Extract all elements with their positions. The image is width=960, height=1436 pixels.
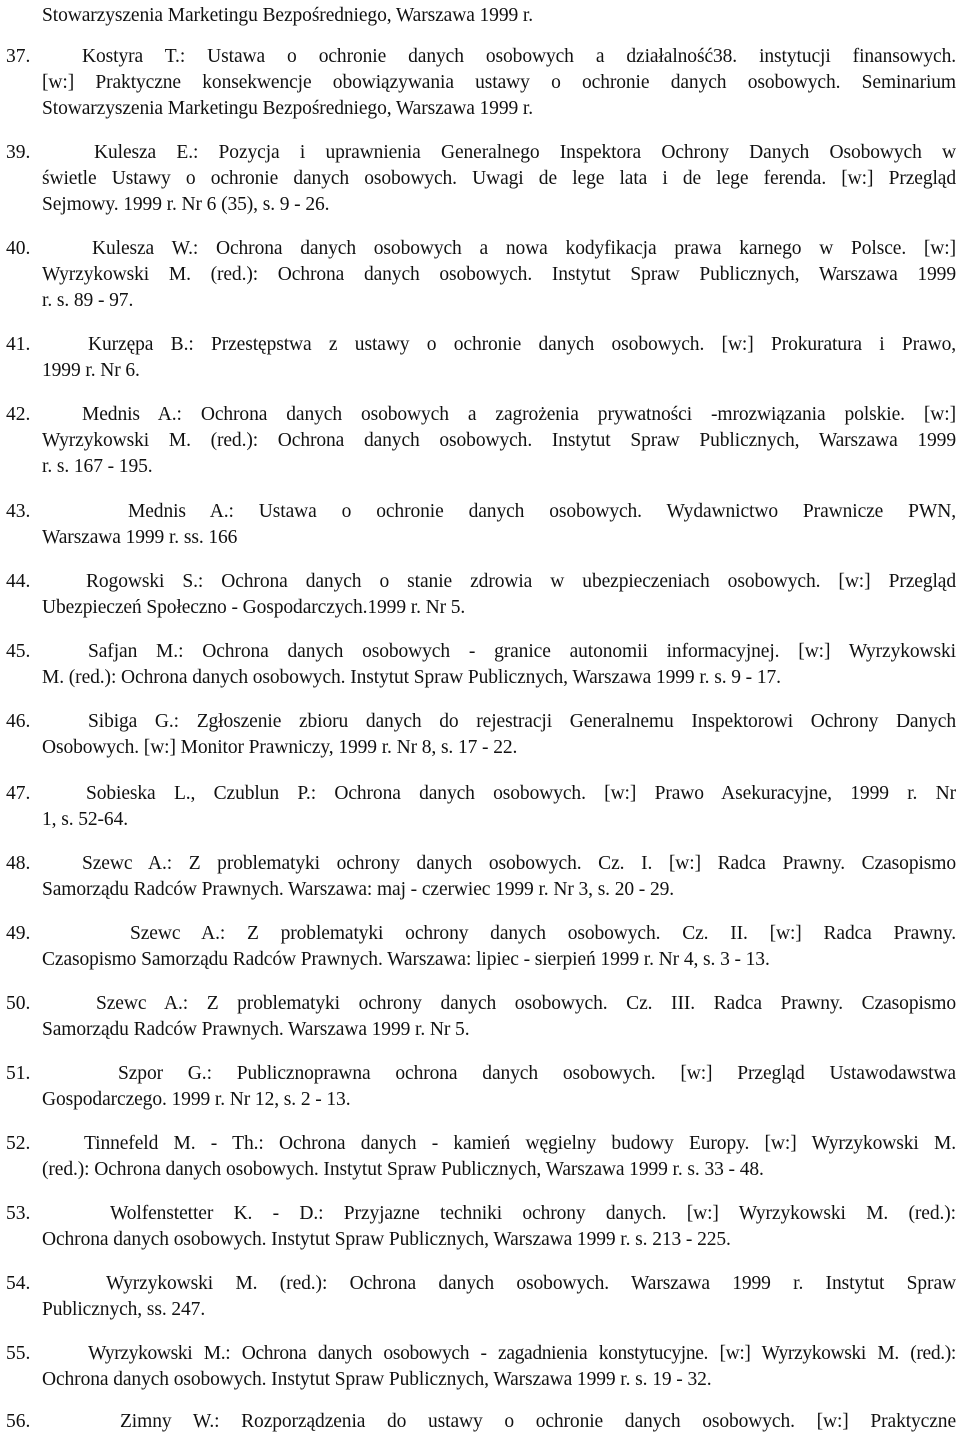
entry-line: Tinnefeld M. - Th.: Ochrona danych - kamień węgielny budowy Europy. [w:] Wyrzykowski M. [84, 1133, 956, 1154]
entry-number: 37. [6, 46, 31, 67]
entry-line: Czasopismo Samorządu Radców Prawnych. Warszawa: lipiec - sierpień 1999 r. Nr 4, s. 3 - 13. [42, 949, 770, 970]
entry-line: Samorządu Radców Prawnych. Warszawa 1999 r. Nr 5. [42, 1019, 470, 1040]
entry-line: Wolfenstetter K. - D.: Przyjazne techniki ochrony danych. [w:] Wyrzykowski M. (red.): [110, 1203, 956, 1224]
entry-line: Mednis A.: Ochrona danych osobowych a zagrożenia prywatności -mrozwiązania polskie. [w:] [82, 404, 956, 425]
entry-line: Sejmowy. 1999 r. Nr 6 (35), s. 9 - 26. [42, 194, 330, 215]
entry-line: świetle Ustawy o ochronie danych osobowych. Uwagi de lege lata i de lege ferenda. [w:] Przegląd [42, 168, 956, 189]
entry-number: 51. [6, 1063, 31, 1084]
entry-number: 52. [6, 1133, 31, 1154]
entry-number: 40. [6, 238, 31, 259]
entry-line: Kulesza W.: Ochrona danych osobowych a nowa kodyfikacja prawa karnego w Polsce. [w:] [92, 238, 956, 259]
entry-number: 44. [6, 571, 31, 592]
entry-line: Publicznych, ss. 247. [42, 1299, 206, 1320]
entry-line: 1, s. 52-64. [42, 809, 129, 830]
entry-number: 48. [6, 853, 31, 874]
entry-number: 41. [6, 334, 31, 355]
entry-line: Zimny W.: Rozporządzenia do ustawy o ochronie danych osobowych. [w:] Praktyczne [120, 1411, 956, 1432]
entry-line: Warszawa 1999 r. ss. 166 [42, 527, 238, 548]
entry-line: Szewc A.: Z problematyki ochrony danych osobowych. Cz. II. [w:] Radca Prawny. [130, 923, 956, 944]
entry-line: Kulesza E.: Pozycja i uprawnienia Generalnego Inspektora Ochrony Danych Osobowych w [94, 142, 956, 163]
entry-line: Ochrona danych osobowych. Instytut Spraw Publicznych, Warszawa 1999 r. s. 213 - 225. [42, 1229, 731, 1250]
entry-line: Szewc A.: Z problematyki ochrony danych osobowych. Cz. III. Radca Prawny. Czasopismo [96, 993, 956, 1014]
entry-line: r. s. 89 - 97. [42, 290, 134, 311]
entry-line: Safjan M.: Ochrona danych osobowych - granice autonomii informacyjnej. [w:] Wyrzykowski [88, 641, 956, 662]
entry-number: 39. [6, 142, 31, 163]
entry-line: Sobieska L., Czublun P.: Ochrona danych osobowych. [w:] Prawo Asekuracyjne, 1999 r. Nr [86, 783, 956, 804]
entry-line: Mednis A.: Ustawa o ochronie danych osobowych. Wydawnictwo Prawnicze PWN, [128, 501, 956, 522]
entry-line: (red.): Ochrona danych osobowych. Instytut Spraw Publicznych, Warszawa 1999 r. s. 33 - 48. [42, 1159, 764, 1180]
entry-line: Samorządu Radców Prawnych. Warszawa: maj - czerwiec 1999 r. Nr 3, s. 20 - 29. [42, 879, 675, 900]
entry-line: Osobowych. [w:] Monitor Prawniczy, 1999 r. Nr 8, s. 17 - 22. [42, 737, 518, 758]
entry-number: 45. [6, 641, 31, 662]
entry-line: [w:] Praktyczne konsekwencje obowiązywania ustawy o ochronie danych osobowych. Seminarium [42, 72, 956, 93]
entry-line: Stowarzyszenia Marketingu Bezpośredniego, Warszawa 1999 r. [42, 98, 533, 119]
entry-line: Ochrona danych osobowych. Instytut Spraw Publicznych, Warszawa 1999 r. s. 19 - 32. [42, 1369, 712, 1390]
entry-line: Sibiga G.: Zgłoszenie zbioru danych do rejestracji Generalnemu Inspektorowi Ochrony Danych [88, 711, 956, 732]
bibliography-continuation-line: Stowarzyszenia Marketingu Bezpośredniego, Warszawa 1999 r. [42, 5, 533, 26]
entry-number: 54. [6, 1273, 31, 1294]
entry-line: Szewc A.: Z problematyki ochrony danych osobowych. Cz. I. [w:] Radca Prawny. Czasopismo [82, 853, 956, 874]
entry-line: Ubezpieczeń Społeczno - Gospodarczych.1999 r. Nr 5. [42, 597, 466, 618]
entry-number: 47. [6, 783, 31, 804]
entry-line: r. s. 167 - 195. [42, 456, 153, 477]
entry-number: 56. [6, 1411, 31, 1432]
entry-line: 1999 r. Nr 6. [42, 360, 140, 381]
entry-line: Kurzępa B.: Przestępstwa z ustawy o ochronie danych osobowych. [w:] Prokuratura i Prawo, [88, 334, 956, 355]
entry-line: Kostyra T.: Ustawa o ochronie danych osobowych a działalność38. instytucji finansowych. [82, 46, 956, 67]
entry-number: 50. [6, 993, 31, 1014]
entry-number: 49. [6, 923, 31, 944]
entry-number: 46. [6, 711, 31, 732]
entry-line: Wyrzykowski M. (red.): Ochrona danych osobowych. Instytut Spraw Publicznych, Warszawa 1999 [42, 264, 956, 285]
entry-number: 53. [6, 1203, 31, 1224]
entry-number: 42. [6, 404, 31, 425]
entry-line: Szpor G.: Publicznoprawna ochrona danych osobowych. [w:] Przegląd Ustawodawstwa [118, 1063, 956, 1084]
entry-line: Rogowski S.: Ochrona danych o stanie zdrowia w ubezpieczeniach osobowych. [w:] Przegląd [86, 571, 956, 592]
entry-line: Wyrzykowski M.: Ochrona danych osobowych - zagadnienia konstytucyjne. [w:] Wyrzykowski M. (red.): [88, 1343, 956, 1364]
entry-number: 43. [6, 501, 31, 522]
entry-line: Gospodarczego. 1999 r. Nr 12, s. 2 - 13. [42, 1089, 351, 1110]
entry-line: Wyrzykowski M. (red.): Ochrona danych osobowych. Warszawa 1999 r. Instytut Spraw [106, 1273, 956, 1294]
entry-line: Wyrzykowski M. (red.): Ochrona danych osobowych. Instytut Spraw Publicznych, Warszawa 1999 [42, 430, 956, 451]
entry-line: M. (red.): Ochrona danych osobowych. Instytut Spraw Publicznych, Warszawa 1999 r. s. 9 - 17. [42, 667, 781, 688]
entry-number: 55. [6, 1343, 31, 1364]
